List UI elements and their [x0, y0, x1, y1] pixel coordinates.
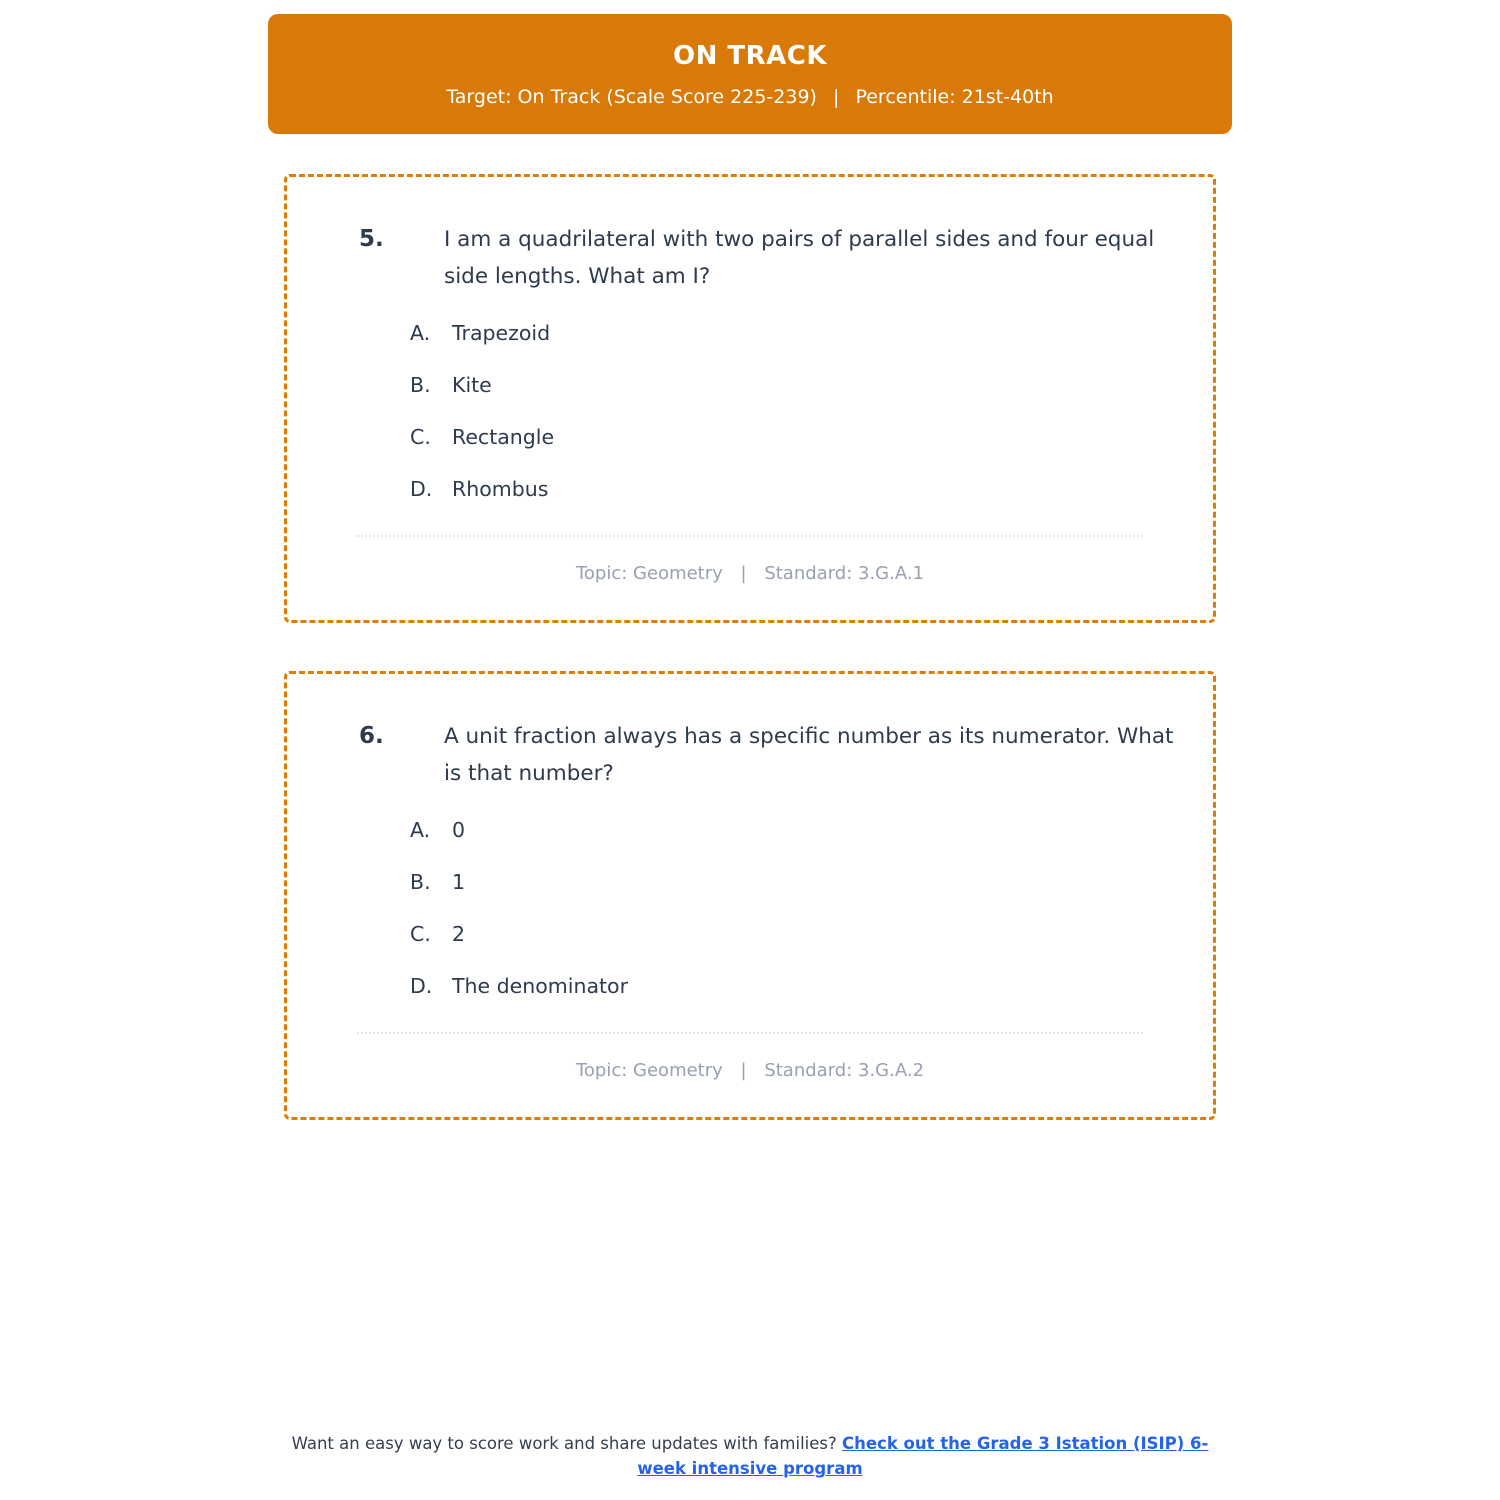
- option-text: Trapezoid: [452, 321, 551, 345]
- question-row: [325, 221, 1175, 295]
- option-letter: C.: [410, 922, 431, 946]
- question-card-6: [284, 671, 1216, 1120]
- topic-divider: |: [740, 1060, 747, 1081]
- answer-option-b: [325, 868, 1175, 896]
- option-letter: B.: [410, 373, 431, 397]
- question-row: [325, 718, 1175, 792]
- card-separator: [357, 1032, 1143, 1034]
- option-text: 1: [452, 870, 466, 894]
- question-number: 6.: [359, 723, 384, 749]
- answer-options: [325, 816, 1175, 1000]
- performance-banner: [268, 14, 1232, 134]
- page-footer: [285, 1431, 1215, 1482]
- standard-label: Standard: 3.G.A.1: [764, 563, 925, 584]
- banner-subtitle: [288, 86, 1212, 108]
- option-letter: D.: [410, 477, 433, 501]
- answer-option-a: [325, 816, 1175, 844]
- option-letter: D.: [410, 974, 433, 998]
- topic-divider: |: [740, 563, 747, 584]
- answer-option-c: [325, 423, 1175, 451]
- question-text: A unit fraction always has a specific number as its numerator. What is that number?: [444, 724, 1174, 786]
- banner-divider: |: [833, 86, 840, 108]
- option-text: Kite: [452, 373, 492, 397]
- banner-percentile-text: Percentile: 21st-40th: [855, 86, 1054, 108]
- topic-label: Topic: Geometry: [575, 563, 723, 584]
- banner-target-text: Target: On Track (Scale Score 225-239): [446, 86, 817, 108]
- footer-link[interactable]: Check out the Grade 3 Istation (ISIP) 6-week intensive program: [637, 1433, 1209, 1479]
- option-letter: A.: [410, 818, 431, 842]
- answer-option-d: [325, 972, 1175, 1000]
- answer-option-c: [325, 920, 1175, 948]
- answer-options: [325, 319, 1175, 503]
- option-letter: B.: [410, 870, 431, 894]
- answer-option-a: [325, 319, 1175, 347]
- option-text: Rhombus: [452, 477, 549, 501]
- answer-option-b: [325, 371, 1175, 399]
- answer-option-d: [325, 475, 1175, 503]
- standard-label: Standard: 3.G.A.2: [764, 1060, 925, 1081]
- banner-title: ON TRACK: [672, 41, 828, 71]
- topic-label: Topic: Geometry: [575, 1060, 723, 1081]
- option-text: 2: [452, 922, 466, 946]
- option-text: 0: [452, 818, 466, 842]
- footer-text: Want an easy way to score work and share updates with families?: [291, 1433, 837, 1453]
- question-number: 5.: [359, 226, 384, 252]
- topic-standard-line: [325, 1060, 1175, 1081]
- option-text: The denominator: [452, 974, 629, 998]
- option-letter: A.: [410, 321, 431, 345]
- option-text: Rectangle: [452, 425, 555, 449]
- option-letter: C.: [410, 425, 431, 449]
- question-card-5: [284, 174, 1216, 623]
- topic-standard-line: [325, 563, 1175, 584]
- question-text: I am a quadrilateral with two pairs of parallel sides and four equal side lengths. What am I?: [444, 227, 1155, 289]
- card-separator: [357, 535, 1143, 537]
